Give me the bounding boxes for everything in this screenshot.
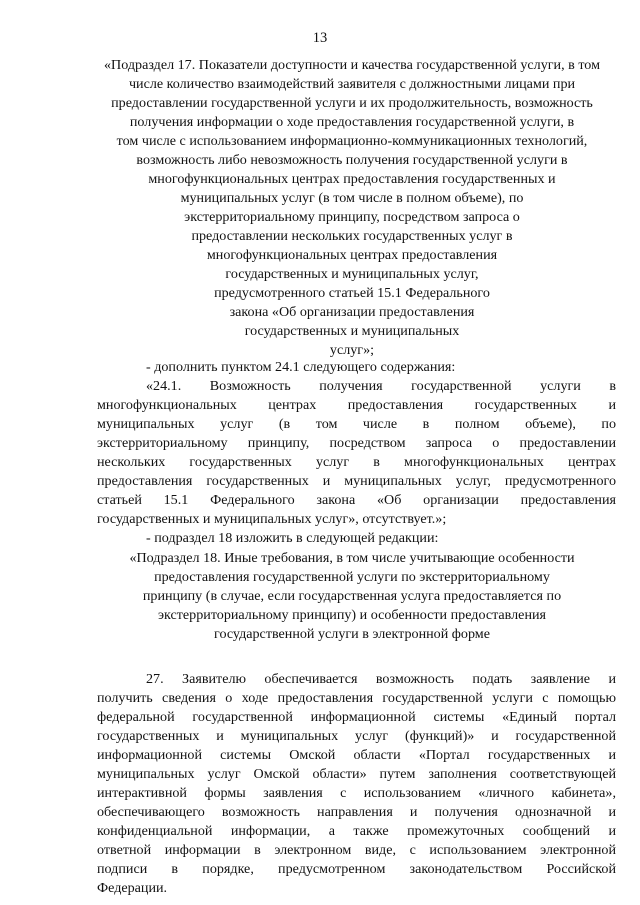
section17-line: многофункциональных центрах предоставления государственных и <box>148 171 556 187</box>
section17-line: предоставлении нескольких государственных услуг в <box>191 228 513 244</box>
paragraph27-line: федеральной государственной информационной системы «Единый портал <box>97 709 616 725</box>
paragraph27-line: конфиденциальной информации, а также промежуточных сообщений и <box>97 823 616 839</box>
paragraph27-line: информационной системы Омской области «Портал государственных и <box>97 747 616 763</box>
section17-line: том числе с использованием информационно-коммуникационных технологий, <box>116 133 588 149</box>
paragraph27-line: подписи в порядке, предусмотренном законодательством Российской <box>97 861 616 877</box>
section17-line: экстерриториальному принципу, посредством запроса о <box>184 209 520 225</box>
section17-line: числе количество взаимодействий заявителя с должностными лицами при <box>128 76 576 92</box>
paragraph27-line: муниципальных услуг Омской области» путем заполнения соответствующей <box>97 766 616 782</box>
paragraph27-line: Федерации. <box>97 880 168 896</box>
section18-line: принципу (в случае, если государственная услуга предоставляется по <box>142 588 562 604</box>
page-number: 13 <box>312 30 328 46</box>
section17-line: муниципальных услуг (в том числе в полном объеме), по <box>180 190 524 206</box>
section17-line: услуг»; <box>329 342 375 358</box>
section17-line: «Подраздел 17. Показатели доступности и качества государственной услуги, в том <box>104 57 600 73</box>
section17-line: получения информации о ходе предоставления государственной услуги, в <box>129 114 575 130</box>
section17-line: многофункциональных центрах предоставления <box>206 247 498 263</box>
clause24-1-line: муниципальных услуг (в том числе в полном объеме), по <box>97 416 616 432</box>
section18-line: экстерриториальному принципу) и особенности предоставления <box>157 607 547 623</box>
section18-line: «Подраздел 18. Иные требования, в том числе учитывающие особенности <box>129 550 575 566</box>
section18-line: государственной услуги в электронной форме <box>214 626 490 642</box>
section17-line: предоставлении государственной услуги и их продолжительность, возможность <box>111 95 593 111</box>
paragraph27-line: ответной информации в электронном виде, с использованием электронной <box>97 842 616 858</box>
clause24-1-line: «24.1. Возможность получения государственной услуги в <box>146 378 616 394</box>
paragraph27-line: государственных и муниципальных услуг (функций)» и государственной <box>97 728 616 744</box>
paragraph27-line: 27. Заявителю обеспечивается возможность подать заявление и <box>146 671 616 687</box>
clause24-1-line: многофункциональных центрах предоставления государственных и <box>97 397 616 413</box>
clause24-1-line: предоставления государственных и муниципальных услуг, предусмотренного <box>97 473 616 489</box>
section18-intro: - подраздел 18 изложить в следующей редакции: <box>146 530 439 546</box>
section17-line: государственных и муниципальных услуг, <box>225 266 479 282</box>
clause24-1-line: экстерриториальному принципу, посредством запроса о предоставлении <box>97 435 616 451</box>
section17-line: предусмотренного статьей 15.1 Федерального <box>214 285 490 301</box>
paragraph27-line: обеспечивающего возможность направления и получения однозначной и <box>97 804 616 820</box>
clause24-1-line: государственных и муниципальных услуг», отсутствует.»; <box>97 511 447 527</box>
section17-line: государственных и муниципальных <box>244 323 460 339</box>
paragraph27-line: получить сведения о ходе предоставления государственной услуги с помощью <box>97 690 616 706</box>
section17-line: закона «Об организации предоставления <box>229 304 475 320</box>
section18-line: предоставления государственной услуги по экстерриториальному <box>154 569 550 585</box>
section17-line: возможность либо невозможность получения государственной услуги в <box>136 152 568 168</box>
clause24-1-line: статьей 15.1 Федерального закона «Об организации предоставления <box>97 492 616 508</box>
paragraph27-line: интерактивной формы заявления с использованием «личного кабинета», <box>97 785 616 801</box>
clause24-1-line: нескольких государственных услуг в многофункциональных центрах <box>97 454 616 470</box>
add-clause-intro: - дополнить пунктом 24.1 следующего содержания: <box>146 359 456 375</box>
